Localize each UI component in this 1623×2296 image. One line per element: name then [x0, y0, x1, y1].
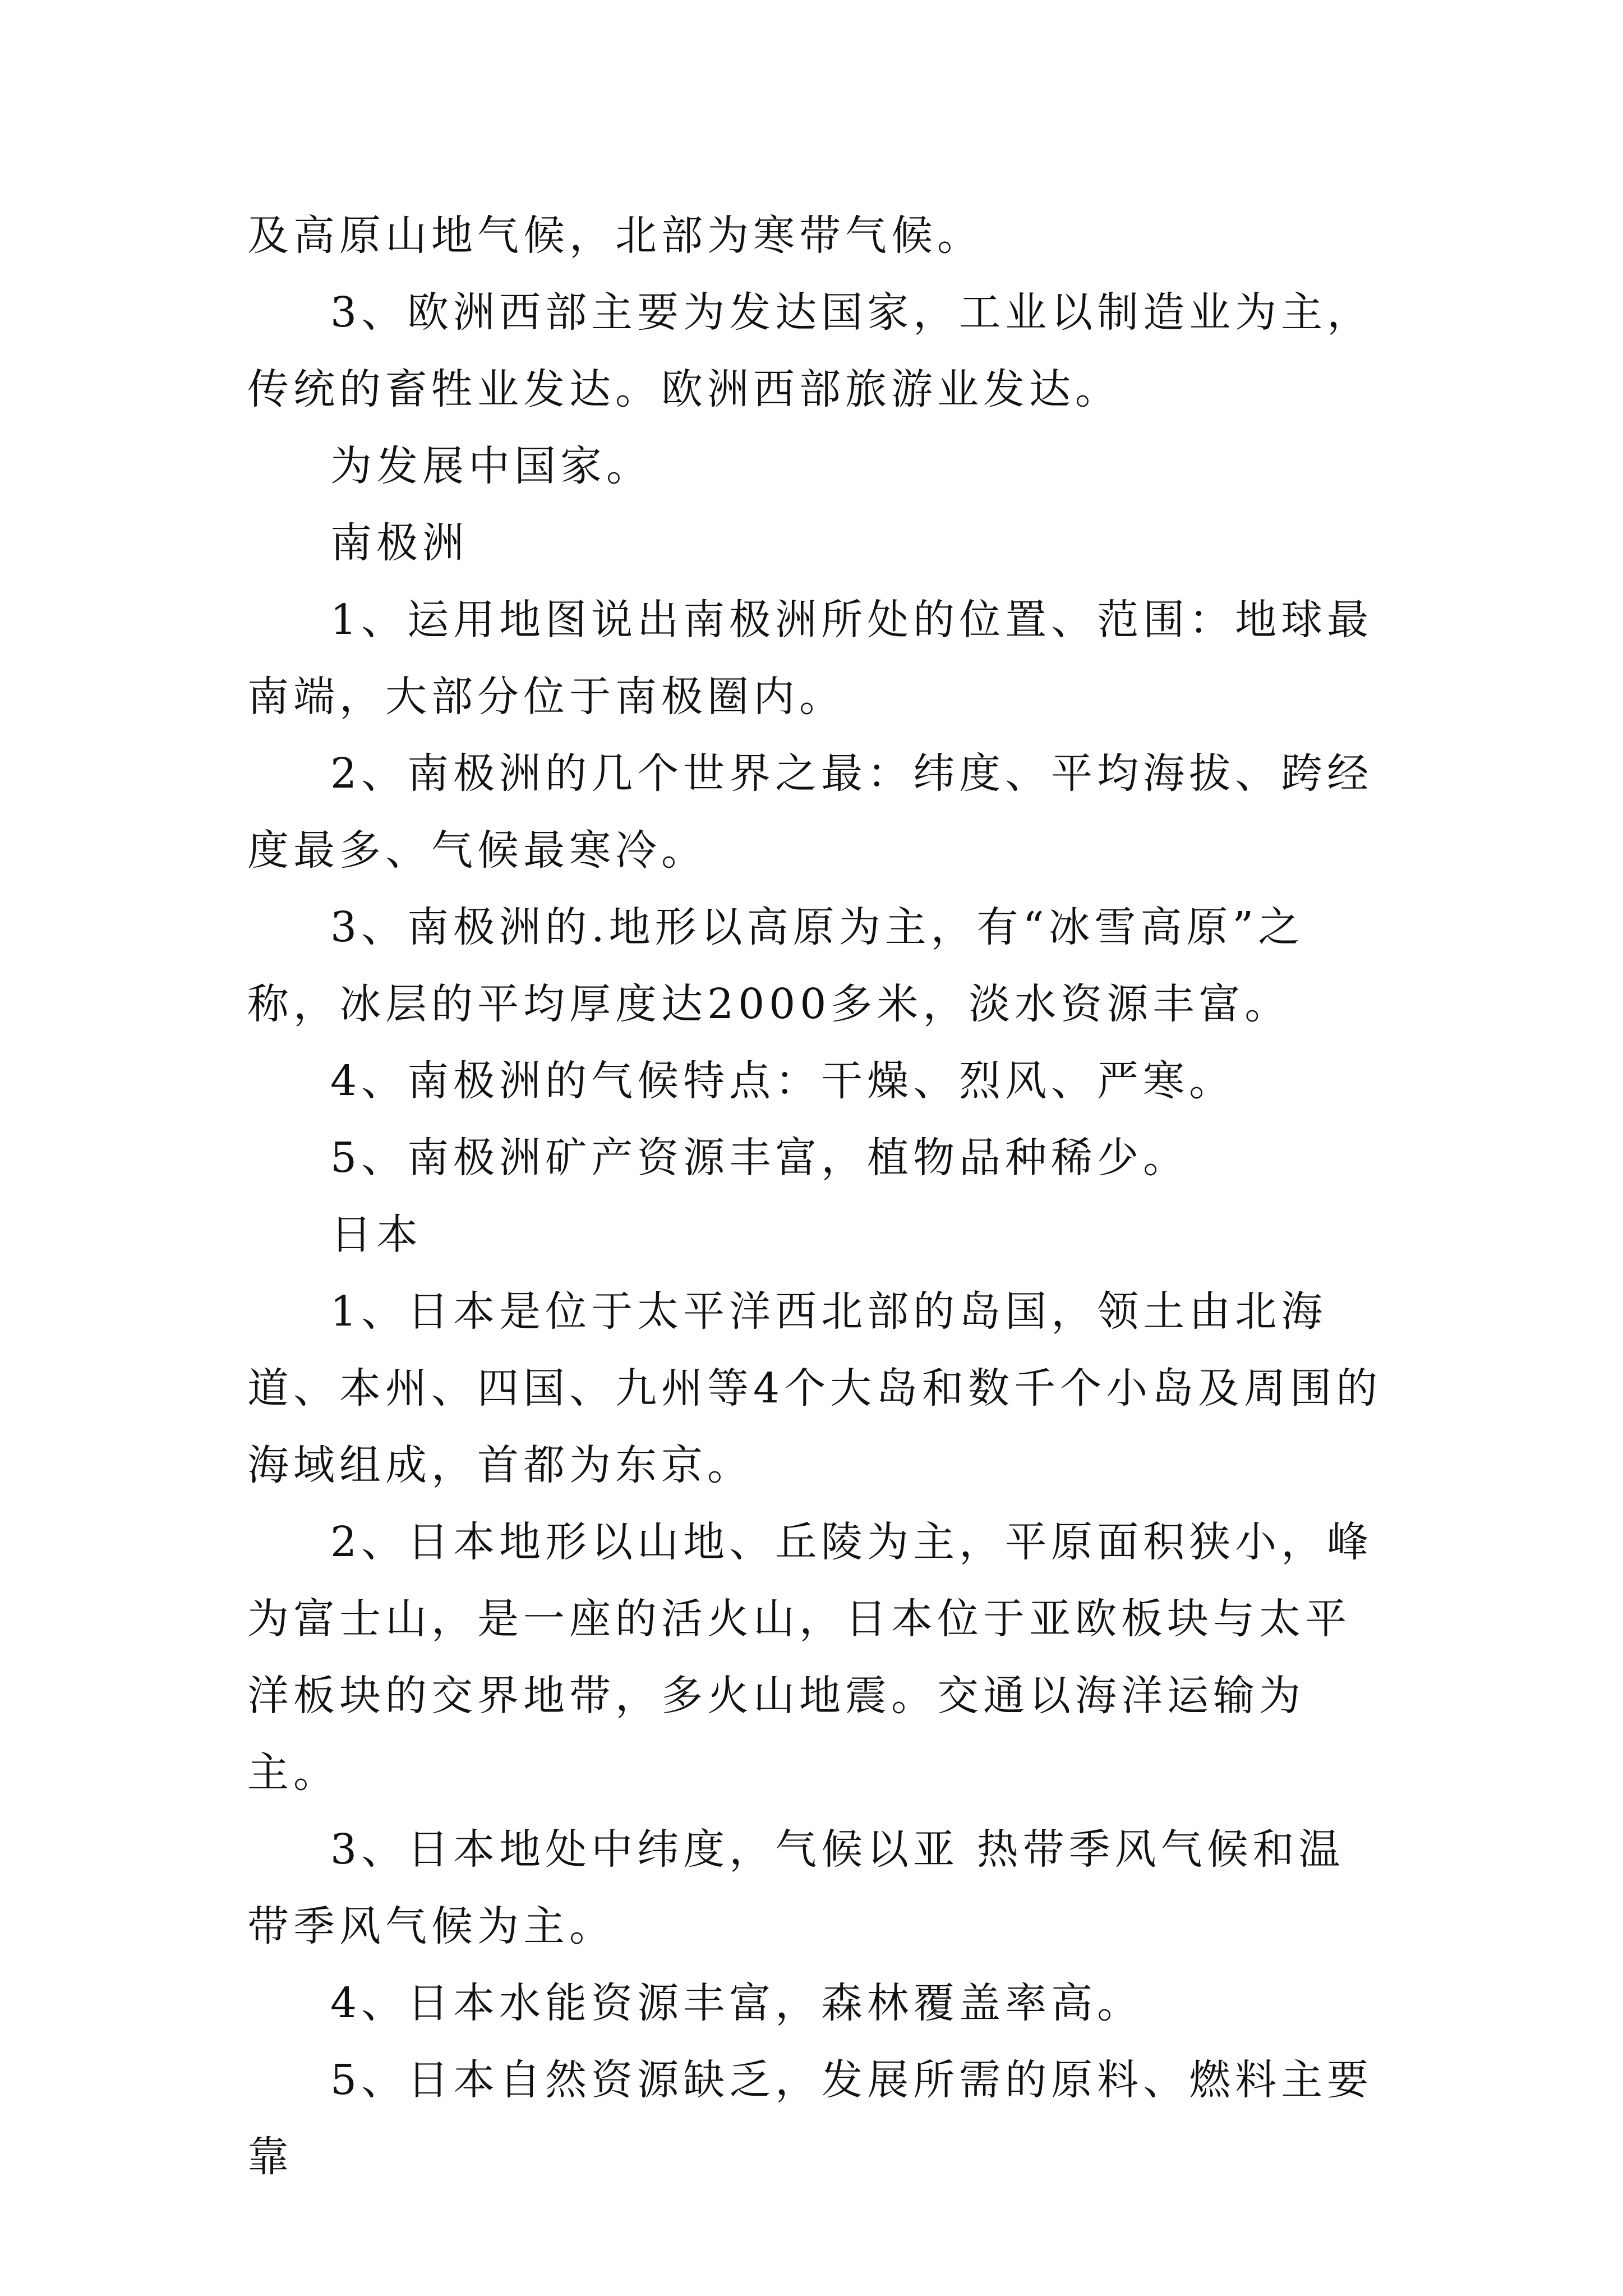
- paragraph-japan-item-2: 2、日本地形以山地、丘陵为主，平原面积狭小，峰为富士山，是一座的活火山，日本位于亚欧板块与太平洋板块的交界地带，多火山地震。交通以海洋运输为主。: [247, 1518, 1373, 1797]
- paragraph-antarctica-item-3: 3、南极洲的.地形以高原为主，有“冰雪高原”之称，冰层的平均厚度达2000多米，淡水资源丰富。: [247, 903, 1304, 1028]
- paragraph-antarctica-item-1: 1、运用地图说出南极洲所处的位置、范围：地球最南端，大部分位于南极圈内。: [247, 596, 1373, 721]
- paragraph-continuation: 及高原山地气候，北部为寒带气候。: [247, 211, 983, 260]
- paragraph-japan-item-3: 3、日本地处中纬度，气候以亚 热带季风气候和温带季风气候为主。: [247, 1825, 1345, 1950]
- section-heading-japan: 日本: [330, 1211, 422, 1259]
- paragraph-japan-item-4: 4、日本水能资源丰富，森林覆盖率高。: [330, 1979, 1144, 2027]
- document-body: [247, 197, 1389, 2196]
- section-heading-antarctica: 南极洲: [330, 519, 468, 567]
- paragraph-japan-item-5: 5、日本自然资源缺乏，发展所需的原料、燃料主要靠: [247, 2056, 1373, 2181]
- paragraph-antarctica-item-4: 4、南极洲的气候特点：干燥、烈风、严寒。: [330, 1057, 1235, 1105]
- paragraph-developing: 为发展中国家。: [330, 442, 652, 490]
- paragraph-antarctica-item-5: 5、南极洲矿产资源丰富，植物品种稀少。: [330, 1134, 1189, 1182]
- paragraph-japan-item-1: 1、日本是位于太平洋西北部的岛国，领土由北海道、本州、四国、九州等4个大岛和数千个小岛及周围的海域组成，首都为东京。: [247, 1287, 1382, 1489]
- paragraph-antarctica-item-2: 2、南极洲的几个世界之最：纬度、平均海拔、跨经度最多、气候最寒冷。: [247, 749, 1373, 875]
- paragraph-europe-item-3: 3、欧洲西部主要为发达国家，工业以制造业为主，传统的畜牲业发达。欧洲西部旅游业发达。: [247, 288, 1373, 413]
